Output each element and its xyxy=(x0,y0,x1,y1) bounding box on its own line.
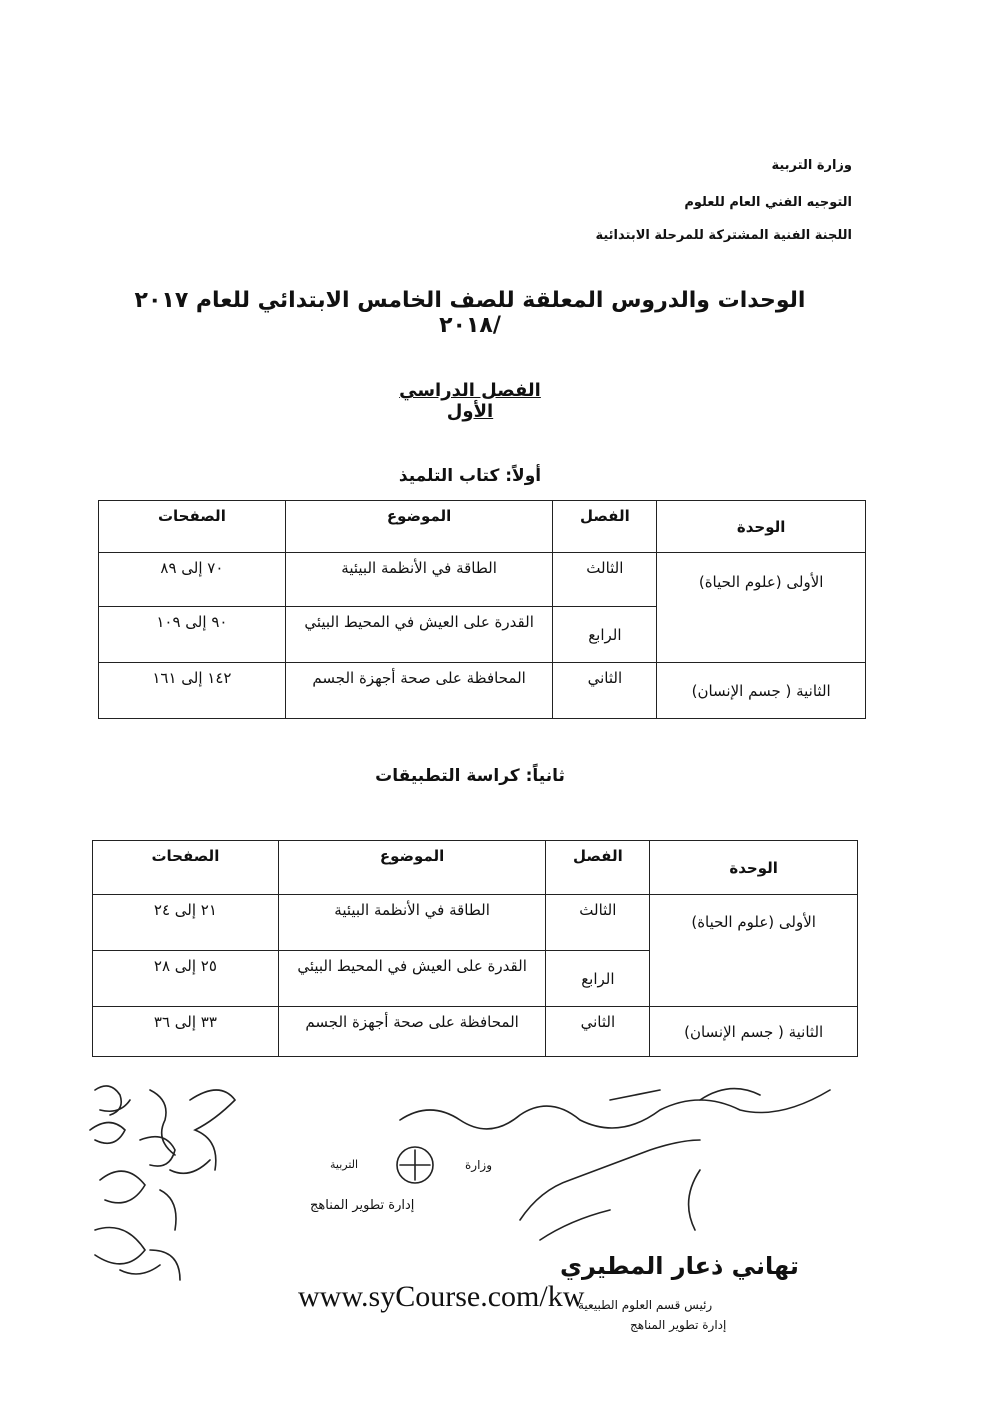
student-book-table xyxy=(98,500,866,719)
handwriting-scribble xyxy=(90,1086,130,1143)
pages-cell: ٢١ إلى ٢٤ xyxy=(93,895,279,951)
pages-cell: ٧٠ إلى ٨٩ xyxy=(99,553,286,607)
col-chapter: الفصل xyxy=(553,501,657,553)
col-unit: الوحدة xyxy=(657,501,866,553)
handwriting-overlay xyxy=(0,1070,992,1403)
topic-cell: المحافظة على صحة أجهزة الجسم xyxy=(285,663,553,719)
chapter-cell: الثاني xyxy=(553,663,657,719)
stamp-ministry-right: التربية xyxy=(330,1158,359,1171)
table2-caption: ثانياً: كراسة التطبيقات xyxy=(375,766,565,786)
topic-cell: القدرة على العيش في المحيط البيئي xyxy=(285,607,553,663)
chapter-cell: الرابع xyxy=(546,951,650,1007)
handwriting-scribble xyxy=(150,1190,180,1280)
topic-cell: القدرة على العيش في المحيط البيئي xyxy=(278,951,546,1007)
signatory-department: إدارة تطوير المناهج xyxy=(630,1318,727,1332)
ministry-name: وزارة التربية xyxy=(771,158,852,173)
handwriting-note xyxy=(400,1090,830,1129)
unit-cell: الثانية ( جسم الإنسان) xyxy=(650,1007,858,1057)
table-row xyxy=(99,553,866,607)
table-header-row xyxy=(93,841,858,895)
topic-cell: المحافظة على صحة أجهزة الجسم xyxy=(278,1007,546,1057)
topic-cell: الطاقة في الأنظمة البيئية xyxy=(285,553,553,607)
col-topic: الموضوع xyxy=(285,501,553,553)
col-unit: الوحدة xyxy=(650,841,858,895)
pages-cell: ٣٣ إلى ٣٦ xyxy=(93,1007,279,1057)
col-pages: الصفحات xyxy=(93,841,279,895)
unit-cell: الأولى (علوم الحياة) xyxy=(657,553,866,663)
pages-cell: ٩٠ إلى ١٠٩ xyxy=(99,607,286,663)
table1-caption: أولاً: كتاب التلميذ xyxy=(398,466,542,486)
chapter-cell: الرابع xyxy=(553,607,657,663)
chapter-cell: الثالث xyxy=(546,895,650,951)
unit-cell: الثانية ( جسم الإنسان) xyxy=(657,663,866,719)
supervision-name: التوجيه الفني العام للعلوم xyxy=(684,195,852,210)
pages-cell: ٢٥ إلى ٢٨ xyxy=(93,951,279,1007)
committee-name: اللجنة الفنية المشتركة للمرحلة الابتدائية xyxy=(595,228,852,243)
semester-heading: الفصل الدراسي الأول xyxy=(399,380,541,422)
table-header-row xyxy=(99,501,866,553)
chapter-cell: الثالث xyxy=(553,553,657,607)
pages-cell: ١٤٢ إلى ١٦١ xyxy=(99,663,286,719)
handwriting-date xyxy=(520,1140,700,1240)
handwriting-scribble xyxy=(140,1090,175,1166)
topic-cell: الطاقة في الأنظمة البيئية xyxy=(278,895,546,951)
signatory-role: رئيس قسم العلوم الطبيعية xyxy=(578,1298,713,1312)
watermark: www.syCourse.com/kw xyxy=(298,1280,585,1313)
workbook-table xyxy=(92,840,858,1057)
stamp-ministry-left: وزارة xyxy=(465,1158,493,1172)
chapter-cell: الثاني xyxy=(546,1007,650,1057)
handwriting-scribble xyxy=(170,1090,235,1173)
page-title: الوحدات والدروس المعلقة للصف الخامس الابتدائي للعام ٢٠١٧ /٢٠١٨ xyxy=(134,288,806,338)
table-row xyxy=(93,1007,858,1057)
col-chapter: الفصل xyxy=(546,841,650,895)
col-topic: الموضوع xyxy=(278,841,546,895)
signatory-name: تهاني ذعار المطيري xyxy=(560,1252,799,1280)
stamp-department: إدارة تطوير المناهج xyxy=(310,1198,415,1213)
handwriting-note xyxy=(610,1089,760,1100)
table-row xyxy=(93,895,858,951)
unit-cell: الأولى (علوم الحياة) xyxy=(650,895,858,1007)
handwriting-scribble xyxy=(95,1171,160,1274)
col-pages: الصفحات xyxy=(99,501,286,553)
table-row xyxy=(99,663,866,719)
emblem-icon xyxy=(400,1150,430,1180)
